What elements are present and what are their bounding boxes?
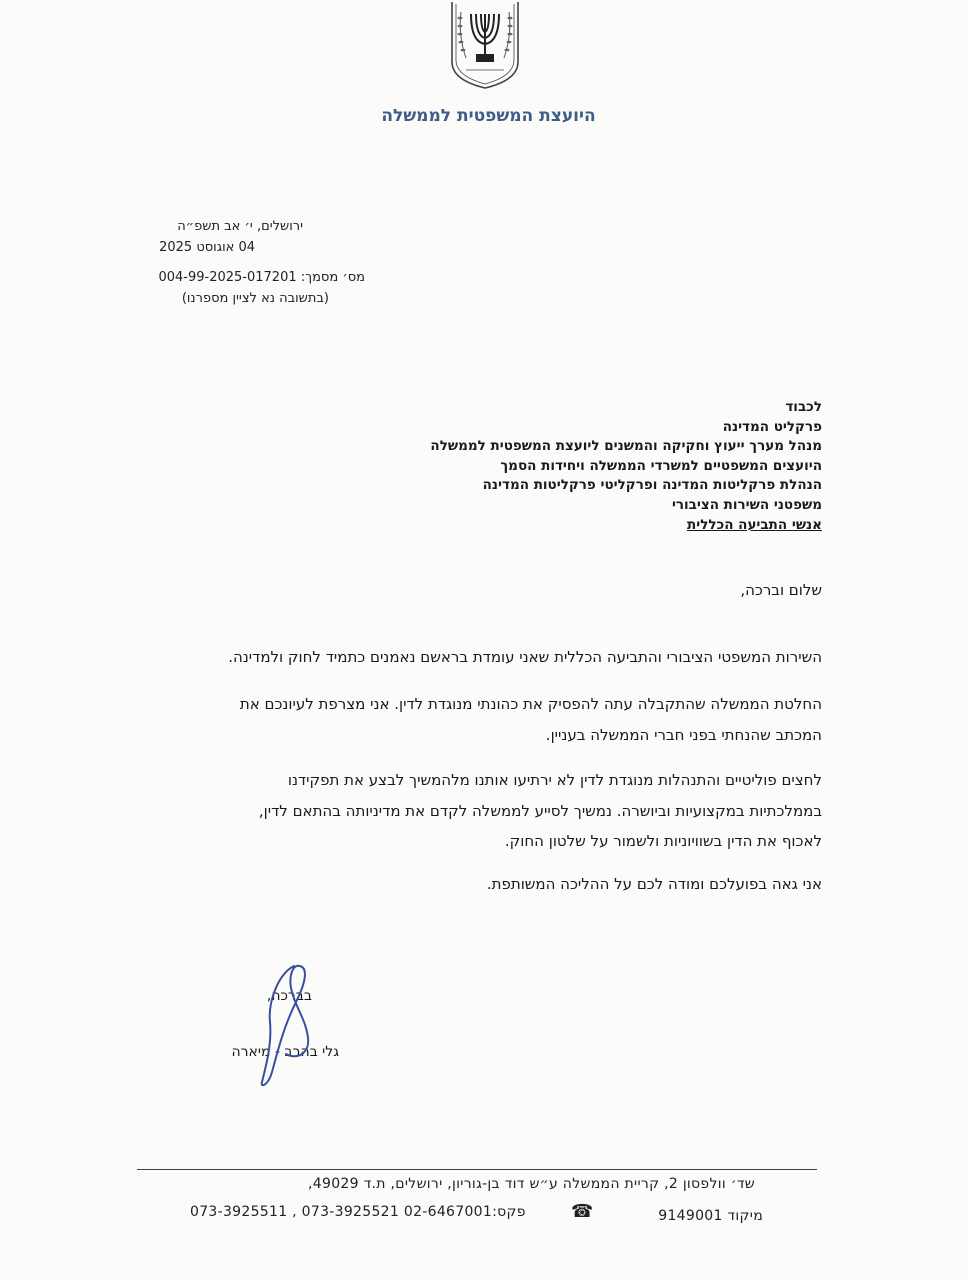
date-gregorian: 04 אוגוסט 2025 xyxy=(159,240,255,255)
telephone-icon: ☎ xyxy=(571,1201,594,1222)
paragraph-2-line-1: החלטת הממשלה שהתקבלה עתה להפסיק את כהונתי מנוגדת לדין. אני מצרפת לעיונכם את xyxy=(239,695,822,713)
date-hebrew: ירושלים, י׳ אב תשפ״ה xyxy=(177,219,303,234)
letterhead-title xyxy=(0,106,967,126)
reference-note: (בתשובה נא לציין מספרנו) xyxy=(181,291,329,306)
addressee-line: הנהלת פרקליטות המדינה ופרקליטי פרקליטות המדינה xyxy=(482,477,822,494)
addressee-block xyxy=(430,398,822,535)
footer-phones: 073-3925511 , 073-3925521 פקס:02-6467001 xyxy=(190,1204,526,1220)
document-reference: מס׳ מסמך: 004-99-2025-017201 xyxy=(158,270,365,285)
menorah-emblem-icon xyxy=(446,0,524,90)
paragraph-1: השירות המשפטי הציבורי והתביעה הכללית שאני עומדת בראשם נאמנים כתמיד לחוק ולמדינה. xyxy=(228,648,822,666)
addressee-line: מנהל מערך ייעוץ וחקיקה והמשנים ליועצת המשפטית לממשלה xyxy=(430,438,822,455)
paragraph-3-line-1: לחצים פוליטיים והתנהלות מנוגדת לדין לא ירתיעו אותנו מלהמשיך לבצע את תפקידנו xyxy=(287,771,822,789)
signature-name: גלי בהרב - מיארה xyxy=(231,1044,339,1060)
addressee-line: פרקליט המדינה xyxy=(722,418,822,435)
addressee-line: היועצים המשפטיים למשרדי הממשלה ויחידות הסמך xyxy=(500,457,822,474)
footer-address: שד׳ וולפסון 2, קריית הממשלה ע״ש דוד בן-גוריון, ירושלים, ת.ד 49029, xyxy=(308,1176,755,1192)
greeting: שלום וברכה, xyxy=(740,581,822,599)
paragraph-4: אני גאה בפועלכם ומודה לכם על ההליכה המשותפת. xyxy=(486,875,822,893)
footer-divider xyxy=(137,1169,817,1170)
letterhead-title-text: היועצת המשפטית לממשלה xyxy=(381,106,596,126)
paragraph-3-line-3: לאכוף את הדין בשוויוניות ולשמור על שלטון החוק. xyxy=(504,832,822,850)
handwritten-signature xyxy=(248,962,318,1092)
footer-zip: מיקוד 9149001 xyxy=(658,1208,763,1224)
signature-closing: בברכה, xyxy=(266,988,312,1004)
addressee-line: אנשי התביעה הכללית xyxy=(687,516,822,533)
addressee-line: משפטני השירות הציבורי xyxy=(671,496,822,513)
paragraph-3-line-2: בממלכתיות במקצועיות וביושרה. נמשיך לסייע לממשלה לקדם את מדיניותה בהתאם לדין, xyxy=(258,802,822,820)
paragraph-2-line-2: המכתב שהנחתי בפני חברי הממשלה בעניין. xyxy=(545,726,822,744)
addressee-to: לכבוד xyxy=(785,399,822,415)
